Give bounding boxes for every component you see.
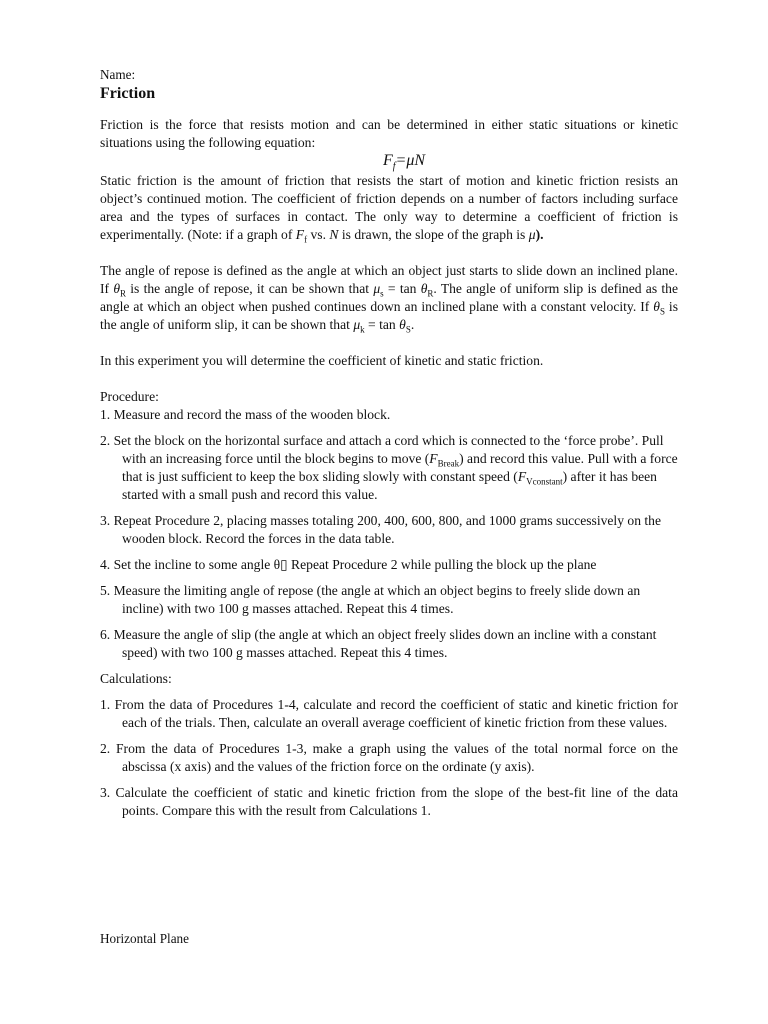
math-sub: Vconstant — [526, 476, 563, 487]
text-run: ). — [535, 227, 544, 242]
math-mu: μ — [528, 227, 536, 242]
equation-F: F — [382, 152, 393, 169]
procedure-list — [100, 406, 678, 662]
math-N: N — [329, 227, 339, 242]
text-run: is the angle of uniform slip, it can be shown that — [100, 299, 678, 332]
math-sub: R — [120, 288, 127, 299]
text-run: vs. — [307, 227, 330, 242]
friction-equation — [100, 150, 678, 172]
repose-paragraph — [100, 262, 678, 334]
math-sub: s — [380, 288, 384, 299]
procedure-step-6: 6. Measure the angle of slip (the angle at which an object freely slides down an incline with a constant speed) with two 100 g masses attached. Repeat this 4 times. — [100, 627, 657, 660]
math-theta: θ — [653, 299, 660, 314]
text-run: is drawn, the slope of the graph is — [338, 227, 529, 242]
text-run: The angle of repose is defined as the angle at which an object just starts to slide down an inclined plane. If — [100, 263, 678, 296]
math-theta: θ — [420, 281, 428, 296]
calculation-2: 2. From the data of Procedures 1-3, make a graph using the values of the total normal force on the abscissa (x axis) and the values of the friction force on the ordinate (y axis). — [100, 741, 678, 774]
text-run: is the angle of repose, it can be shown that — [126, 281, 374, 296]
intro-paragraph: Friction is the force that resists motion and can be determined in either static situations or kinetic situations using the following equation: — [100, 117, 678, 150]
page-title: Friction — [100, 85, 156, 102]
static-kinetic-paragraph — [100, 172, 678, 244]
math-sub: k — [360, 324, 365, 335]
equation-sub-f: f — [392, 161, 396, 173]
math-F: F — [517, 469, 527, 484]
text-run: Static friction is the amount of friction that resists the start of motion and kinetic friction resists an object’s continued motion. The coefficient of friction depends on a number of factors including surface area and the types of surfaces in contact. The only way to determine a coefficient of friction is experimentally. (Note: if a graph of — [100, 173, 678, 242]
calculations-list — [100, 696, 678, 820]
text-run: ) and record this value. Pull with a force that is just sufficient to keep the box sliding slowly with constant speed ( — [122, 451, 678, 484]
experiment-paragraph: In this experiment you will determine the coefficient of kinetic and static friction. — [100, 353, 544, 368]
math-sub: f — [304, 234, 308, 245]
procedure-step-4: 4. Set the incline to some angle θ▯ Repeat Procedure 2 while pulling the block up the plane — [100, 557, 597, 572]
text-run: 2. Set the block on the horizontal surface and attach a cord which is connected to the ‘force probe’. Pull with an increasing force until the block begins to move ( — [100, 433, 664, 466]
math-sub: R — [427, 288, 434, 299]
math-F: F — [429, 451, 438, 466]
math-mu: μ — [373, 281, 381, 296]
procedure-step-2 — [100, 432, 678, 504]
procedure-step-3: 3. Repeat Procedure 2, placing masses totaling 200, 400, 600, 800, and 1000 grams successively on the wooden block. Record the forces in the data table. — [100, 513, 662, 546]
calculations-heading: Calculations: — [100, 671, 172, 686]
horizontal-plane-label: Horizontal Plane — [100, 931, 189, 946]
math-mu: μ — [353, 317, 361, 332]
procedure-heading: Procedure: — [100, 389, 159, 404]
calculation-3: 3. Calculate the coefficient of static and kinetic friction from the slope of the best-fit line of the data points. Compare this with the result from Calculations 1. — [100, 785, 678, 818]
text-run: = tan — [383, 281, 421, 296]
math-theta: θ — [113, 281, 120, 296]
procedure-step-5: 5. Measure the limiting angle of repose (the angle at which an object begins to freely slide down an incline) with two 100 g masses attached. Repeat this 4 times. — [100, 583, 641, 616]
math-theta: θ — [399, 317, 406, 332]
document-content — [100, 66, 678, 820]
text-run: ) after it has been started with a small push and record this value. — [122, 469, 657, 502]
text-run: . — [410, 317, 415, 332]
math-sub: S — [659, 306, 665, 317]
text-run: . The angle of uniform slip is defined as the angle at which an object when pushed continues down an inclined plane with a constant velocity. If — [100, 281, 678, 314]
math-sub: S — [405, 324, 411, 335]
procedure-step-1: 1. Measure and record the mass of the wooden block. — [100, 407, 391, 422]
calculation-1: 1. From the data of Procedures 1-4, calculate and record the coefficient of static and kinetic friction for each of the trials. Then, calculate an overall average coefficient of kinetic friction from these values. — [100, 697, 678, 730]
math-F: F — [295, 227, 305, 242]
text-run: = tan — [364, 317, 400, 332]
equation-rhs: =μN — [395, 152, 426, 169]
math-sub: Break — [437, 458, 460, 469]
name-label: Name: — [100, 67, 136, 82]
